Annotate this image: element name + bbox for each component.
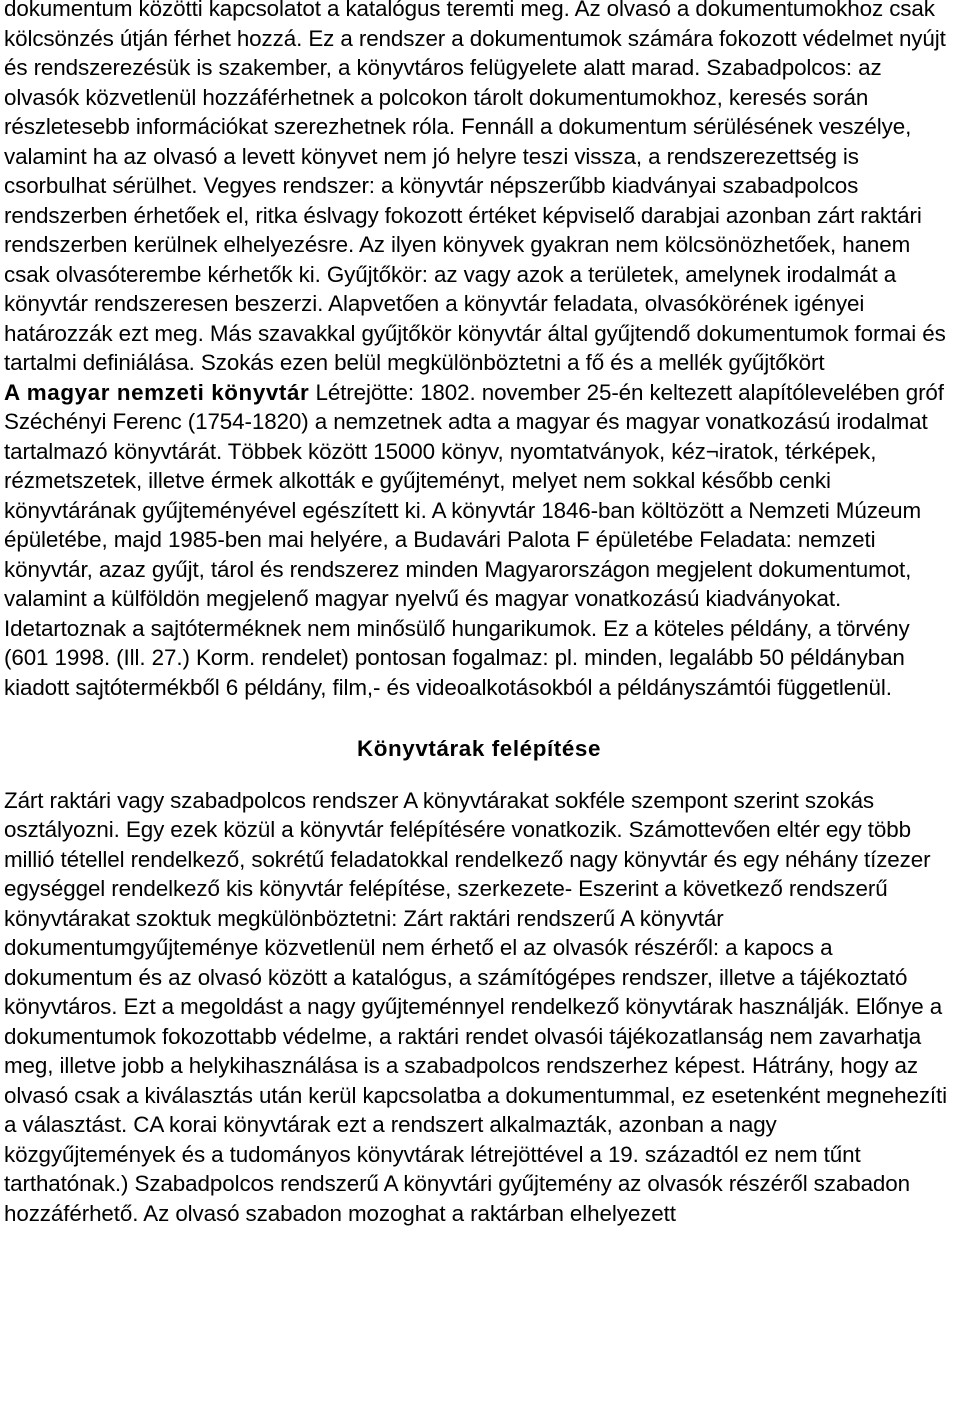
body-paragraph: [4, 0, 954, 702]
section-heading: Könyvtárak felépítése: [356, 736, 602, 761]
paragraph-text: dokumentum közötti kapcsolatot a katalógus teremti meg. Az olvasó a dokumentumokhoz csak kölcsönzés útján férhet hozzá. Ez a rendszer a dokumentumok számára fokozott védelmet nyújt és rendszerezésük is szakember, a könyvtáros felügyelete alatt marad. Szabadpolcos: az olvasók közvetlenül hozzáférhetnek a polcokon tárolt dokumentumokhoz, keresés során részletesebb információkat szerezhetnek róla. Fennáll a dokumentum sérülésének veszélye, valamint ha az olvasó a levett könyvet nem jó helyre teszi vissza, a rendszerezettség is csorbulhat sérülhet. Vegyes rendszer: a könyvtár népszerűbb kiadványai szabadpolcos rendszerben érhetőek el, ritka éslvagy fokozott értéket képviselő darabjai azonban zárt raktári rendszerben kerülnek elhelyezésre. Az ilyen könyvek gyakran nem kölcsönözhetőek, hanem csak olvasóterembe kérhetők ki. Gyűjtőkör: az vagy azok a területek, amelynek irodalmát a könyvtár rendszeresen beszerzi. Alapvetően a könyvtár feladata, olvasókörének igényei határozzák ezt meg. Más szavakkal gyűjtőkör könyvtár által gyűjtendő dokumentumok formai és tartalmi definiálása. Szokás ezen belül megkülönböztetni a fő és a mellék gyűjtőkört: [4, 0, 946, 375]
document-page: [4, 0, 954, 1228]
body-paragraph: Zárt raktári vagy szabadpolcos rendszer A könyvtárakat sokféle szempont szerint szokás osztályozni. Egy ezek közül a könyvtár felépítésére vonatkozik. Számottevően eltér egy több millió tétellel rendelkező, sokrétű feladatokkal rendelkező nagy könyvtár és egy néhány tízezer egységgel rendelkező kis könyvtár felépítése, szerkezete- Eszerint a következő rendszerű könyvtárakat szoktuk megkülönböztetni: Zárt raktári rendszerű A könyvtár dokumentumgyűjteménye közvetlenül nem érhető el az olvasók részéről: a kapocs a dokumentum és az olvasó között a katalógus, a számítógépes rendszer, illetve a tájékoztató könyvtáros. Ezt a megoldást a nagy gyűjteménnyel rendelkező könyvtárak használják. Előnye a dokumentumok fokozottabb védelme, a raktári rendet olvasói tájékozatlanság nem zavarhatja meg, illetve jobb a helykihasználása is a szabadpolcos rendszerhez képest. Hátrány, hogy az olvasó csak a kiválasztás után kerül kapcsolatba a dokumentummal, ez esetenként megnehezíti a választást. CA korai könyvtárak ezt a rendszert alkalmazták, azonban a nagy közgyűjtemények és a tudományos könyvtárak létrejöttével a 19. századtól ez nem tűnt tarthatónak.) Szabadpolcos rendszerű A könyvtári gyűjtemény az olvasók részéről szabadon hozzáférhető. Az olvasó szabadon mozoghat a raktárban elhelyezett: [4, 787, 948, 1226]
bold-inline-heading: A magyar nemzeti könyvtár: [4, 379, 310, 405]
paragraph-text: Létrejötte: 1802. november 25-én keltezett alapítólevelében gróf Széchényi Ferenc (1754-1820) a nemzetnek adta a magyar és magyar vonatkozású irodalmat tartalmazó könyvtárát. Többek között 15000 könyv, nyomtatványok, kéz¬iratok, térképek, rézmetszetek, illetve érmek alkották e gyűjteményt, melyet nem sokkal később cenki könyvtárának gyűjteményével egészített ki. A könyvtár 1846-ban költözött a Nemzeti Múzeum épületébe, majd 1985-ben mai helyére, a Budavári Palota F épületébe Feladata: nemzeti könyvtár, azaz gyűjt, tárol és rendszerez minden Magyarországon megjelent dokumentumot, valamint a külföldön megjelenő magyar nyelvű és magyar vonatkozású kiadványokat. Idetartoznak a sajtóterméknek nem minősülő hungarikumok. Ez a köteles példány, a törvény (601 1998. (Ill. 27.) Korm. rendelet) pontosan fogalmaz: pl. minden, legalább 50 példányban kiadott sajtótermékből 6 példány, film,- és videoalkotásokból a példányszámtói függetlenül.: [4, 379, 944, 700]
